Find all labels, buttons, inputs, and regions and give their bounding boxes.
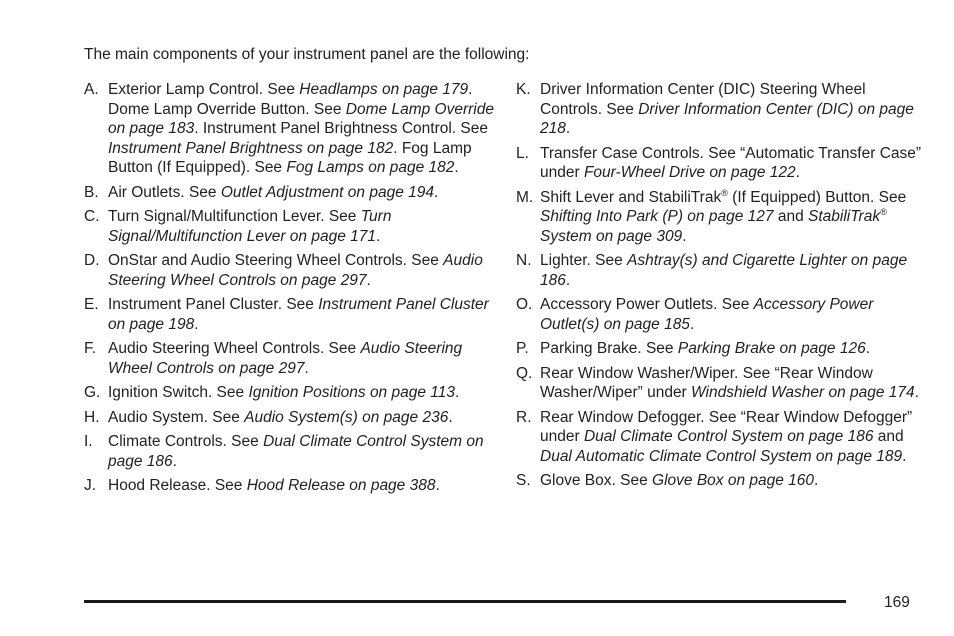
item-text: Driver Information Center (DIC) Steering Wheel Controls. See Driver Information Center (DIC) on page 218. [540, 81, 914, 137]
list-item [506, 408, 926, 467]
intro-text: The main components of your instrument panel are the following: [84, 46, 530, 63]
cross-reference: Shifting Into Park (P) on page 127 [540, 208, 774, 225]
list-item [74, 339, 494, 378]
item-letter: J. [84, 477, 97, 494]
list-item [506, 471, 926, 491]
cross-reference: Audio Steering Wheel Controls on page 297 [108, 252, 483, 289]
cross-reference: System on page 309 [540, 227, 683, 245]
cross-reference: Ignition Positions on page 113 [248, 384, 455, 401]
list-item [506, 80, 926, 139]
list-item [74, 432, 494, 471]
item-letter: S. [516, 472, 531, 489]
item-letter: F. [84, 340, 97, 357]
list-item [506, 339, 926, 359]
item-text: Rear Window Defogger. See “Rear Window Defogger” under Dual Climate Control System on page 186 and Dual Automatic Climate Control System on page 189. [540, 408, 913, 465]
item-text: Ignition Switch. See Ignition Positions on page 113. [108, 384, 460, 401]
item-letter: B. [84, 183, 99, 201]
cross-reference: Audio Steering Wheel Controls on page 297 [108, 340, 463, 377]
item-text: Shift Lever and StabiliTrak® (If Equipped) Button. See Shifting Into Park (P) on page 127 and StabiliTrak® System on page 309. [540, 187, 907, 245]
item-text: Audio System. See Audio System(s) on page 236. [108, 408, 453, 426]
item-letter: N. [516, 252, 532, 269]
cross-reference: Instrument Panel Cluster on page 198 [108, 296, 489, 333]
list-item [74, 207, 494, 246]
item-text: Climate Controls. See Dual Climate Control System on page 186. [108, 433, 484, 470]
item-letter: E. [84, 296, 99, 313]
item-text: Audio Steering Wheel Controls. See Audio Steering Wheel Controls on page 297. [108, 340, 463, 377]
item-letter: A. [84, 81, 99, 98]
item-letter: G. [84, 384, 101, 401]
item-letter: O. [516, 296, 533, 313]
item-letter: L. [516, 144, 529, 162]
cross-reference: Accessory Power Outlet(s) on page 185 [540, 296, 874, 333]
item-letter: D. [84, 252, 100, 269]
cross-reference: Dome Lamp Override on page 183 [108, 100, 494, 137]
footer-rule [84, 600, 846, 603]
cross-reference: Dual Automatic Climate Control System on page 189 [540, 447, 903, 465]
cross-reference: Outlet Adjustment on page 194 [220, 183, 434, 201]
item-letter: M. [516, 188, 534, 206]
list-item [74, 408, 494, 428]
item-text: Instrument Panel Cluster. See Instrument Panel Cluster on page 198. [108, 296, 489, 333]
item-text: Exterior Lamp Control. See Headlamps on page 179. Dome Lamp Override Button. See Dome Lamp Override on page 183. Instrument Panel Brightness Control. See Instrument Panel Brightness on page 182. Fog Lamp Button (If Equipped). See Fog Lamps on page 182. [108, 81, 494, 176]
cross-reference: Fog Lamps on page 182 [286, 159, 455, 176]
cross-reference: Turn Signal/Multifunction Lever on page 171 [108, 208, 392, 245]
item-text: Rear Window Washer/Wiper. See “Rear Window Washer/Wiper” under Windshield Washer on page 174. [540, 364, 919, 401]
list-item [74, 383, 494, 403]
item-letter: R. [516, 408, 532, 426]
cross-reference: Ashtray(s) and Cigarette Lighter on page 186 [540, 252, 908, 289]
cross-reference: Parking Brake on page 126 [677, 340, 866, 357]
item-letter: I. [84, 433, 93, 450]
list-item [74, 295, 494, 334]
item-text: Lighter. See Ashtray(s) and Cigarette Lighter on page 186. [540, 252, 908, 289]
item-text: Accessory Power Outlets. See Accessory Power Outlet(s) on page 185. [540, 296, 874, 333]
cross-reference: Driver Information Center (DIC) on page 218 [540, 100, 914, 137]
item-text: Glove Box. See Glove Box on page 160. [540, 472, 819, 489]
item-letter: H. [84, 408, 100, 426]
item-text: Turn Signal/Multifunction Lever. See Turn Signal/Multifunction Lever on page 171. [108, 208, 392, 245]
item-letter: K. [516, 81, 531, 98]
cross-reference: Dual Climate Control System on page 186 [108, 433, 484, 470]
cross-reference: Four-Wheel Drive on page 122 [583, 164, 796, 181]
list-item [506, 295, 926, 334]
cross-reference: Windshield Washer on page 174 [691, 384, 915, 401]
item-text: Transfer Case Controls. See “Automatic Transfer Case” under Four-Wheel Drive on page 122. [540, 144, 922, 181]
cross-reference: Dual Climate Control System on page 186 [583, 428, 874, 445]
cross-reference: Instrument Panel Brightness on page 182 [108, 139, 394, 157]
cross-reference: Audio System(s) on page 236 [244, 408, 449, 426]
list-item [74, 183, 494, 203]
item-text: Hood Release. See Hood Release on page 388. [108, 477, 440, 494]
item-text: Parking Brake. See Parking Brake on page 126. [540, 340, 871, 357]
left-column [74, 80, 494, 501]
list-item [506, 144, 926, 183]
list-item [74, 476, 494, 496]
item-letter: P. [516, 340, 529, 357]
page-number: 169 [884, 594, 910, 611]
list-item [74, 251, 494, 290]
item-letter: Q. [516, 364, 533, 382]
item-letter: C. [84, 208, 100, 225]
cross-reference: StabiliTrak [808, 208, 881, 225]
cross-reference: Hood Release on page 388 [246, 477, 436, 494]
list-item [506, 251, 926, 290]
list-item [506, 364, 926, 403]
item-text: OnStar and Audio Steering Wheel Controls. See Audio Steering Wheel Controls on page 297. [108, 252, 483, 289]
cross-reference: Glove Box on page 160 [652, 472, 815, 489]
list-item [506, 188, 926, 247]
right-column [506, 80, 926, 496]
item-text: Air Outlets. See Outlet Adjustment on page 194. [108, 183, 439, 201]
cross-reference: Headlamps on page 179 [299, 81, 469, 98]
list-item [74, 80, 494, 178]
